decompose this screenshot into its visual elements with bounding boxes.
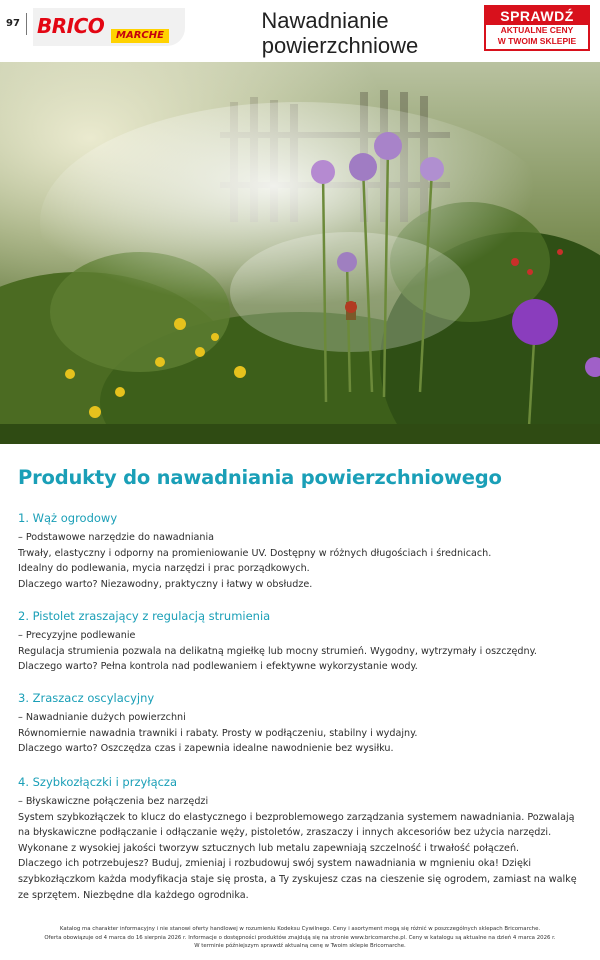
section-line: Wykonane z wysokiej jakości tworzyw sztucznych lub metalu zapewniają szczelność i trwałość połączeń.	[18, 842, 520, 854]
badge-top-text: SPRAWDŹ	[486, 7, 588, 25]
section-title: 2. Pistolet zraszający z regulacją strumienia	[18, 609, 271, 623]
main-heading: Produkty do nawadniania powierzchniowego	[18, 466, 502, 489]
section-quick-connectors	[18, 774, 582, 903]
badge-line1: AKTUALNE CENY	[500, 25, 574, 35]
section-line: Dlaczego warto? Pełna kontrola nad podlewaniem i efektywne wykorzystanie wody.	[18, 661, 418, 673]
footer-line: Oferta obowiązuje od 4 marca do 16 sierpnia 2026 r. Informacje o dostępności produktów znajdują się na stronie www.bricomarche.pl. Ceny w katalogu są aktualne na dzień 4 marca 2026 r.	[44, 934, 556, 941]
badge-line2: W TWOIM SKLEPIE	[497, 36, 577, 46]
section-line: Dlaczego ich potrzebujesz? Buduj, zmieniaj i rozbudowuj swój system nawadniania w mgnieniu oka! Dzięki	[18, 858, 532, 870]
footer-line: Katalog ma charakter informacyjny i nie stanowi oferty handlowej w rozumieniu Kodeksu Cywilnego. Ceny i asortyment mogą się różnić w poszczególnych sklepach Bricomarche.	[59, 926, 541, 932]
page-header	[0, 0, 600, 62]
section-line: Idealny do podlewania, mycia narzędzi i prac porządkowych.	[18, 563, 310, 575]
section-line: Równomiernie nawadnia trawniki i rabaty. Prosty w podłączeniu, stabilny i wydajny.	[18, 727, 418, 739]
section-spray-gun	[18, 608, 582, 675]
legal-footer	[0, 925, 600, 951]
section-line: Dlaczego warto? Oszczędza czas i zapewnia idealne nawodnienie bez wysiłku.	[18, 743, 394, 755]
header-divider	[26, 13, 27, 35]
section-line: na błyskawiczne podłączanie i odłączanie węży, pistoletów, zraszaczy i innych akcesoriów bez użycia narzędzi.	[18, 827, 552, 839]
section-line: ze sprzętem. Niezbędne dla każdego ogrodnika.	[18, 889, 249, 901]
section-garden-hose	[18, 510, 582, 592]
garden-sprinkler-photo	[0, 62, 600, 444]
section-line: – Precyzyjne podlewanie	[18, 630, 136, 641]
logo-marche-text: MARCHE	[111, 29, 169, 43]
section-line: Dlaczego warto? Niezawodny, praktyczny i łatwy w obsłudze.	[18, 578, 313, 590]
check-prices-badge	[484, 5, 590, 51]
section-line: – Podstawowe narzędzie do nawadniania	[18, 532, 215, 543]
section-line: Regulacja strumienia pozwala na delikatną mgiełkę lub mocny strumień. Wygodny, wytrzymały i oszczędny.	[18, 645, 537, 657]
section-line: System szybkozłączek to klucz do elastycznego i bezproblemowego zarządzania systemem nawadniania. Pozwalają	[18, 811, 575, 823]
bricomarche-logo	[33, 8, 183, 46]
section-oscillating-sprinkler	[18, 690, 582, 757]
section-line: – Nawadnianie dużych powierzchni	[18, 712, 186, 723]
logo-brico-text: BRICO	[37, 14, 105, 38]
section-title: 1. Wąż ogrodowy	[18, 511, 118, 525]
garden-illustration	[0, 62, 600, 444]
section-line: – Błyskawiczne połączenia bez narzędzi	[18, 796, 209, 807]
section-line: Trwały, elastyczny i odporny na promieniowanie UV. Dostępny w różnych długościach i średnicach.	[18, 547, 492, 559]
section-title: 3. Zraszacz oscylacyjny	[18, 691, 155, 705]
section-line: szybkozłączkom każda modyfikacja staje się prosta, a Ty zyskujesz czas na cieszenie się ogrodem, zamiast na walkę	[18, 873, 577, 885]
page-number: 97	[6, 18, 20, 29]
page-title-line2: powierzchniowe	[261, 33, 419, 58]
page-title-line1: Nawadnianie	[261, 8, 389, 33]
section-title: 4. Szybkozłączki i przyłącza	[18, 775, 178, 789]
footer-line: W terminie późniejszym sprawdź aktualną cenę w Twoim sklepie Bricomarche.	[194, 943, 406, 949]
content-heading-block	[18, 462, 582, 494]
